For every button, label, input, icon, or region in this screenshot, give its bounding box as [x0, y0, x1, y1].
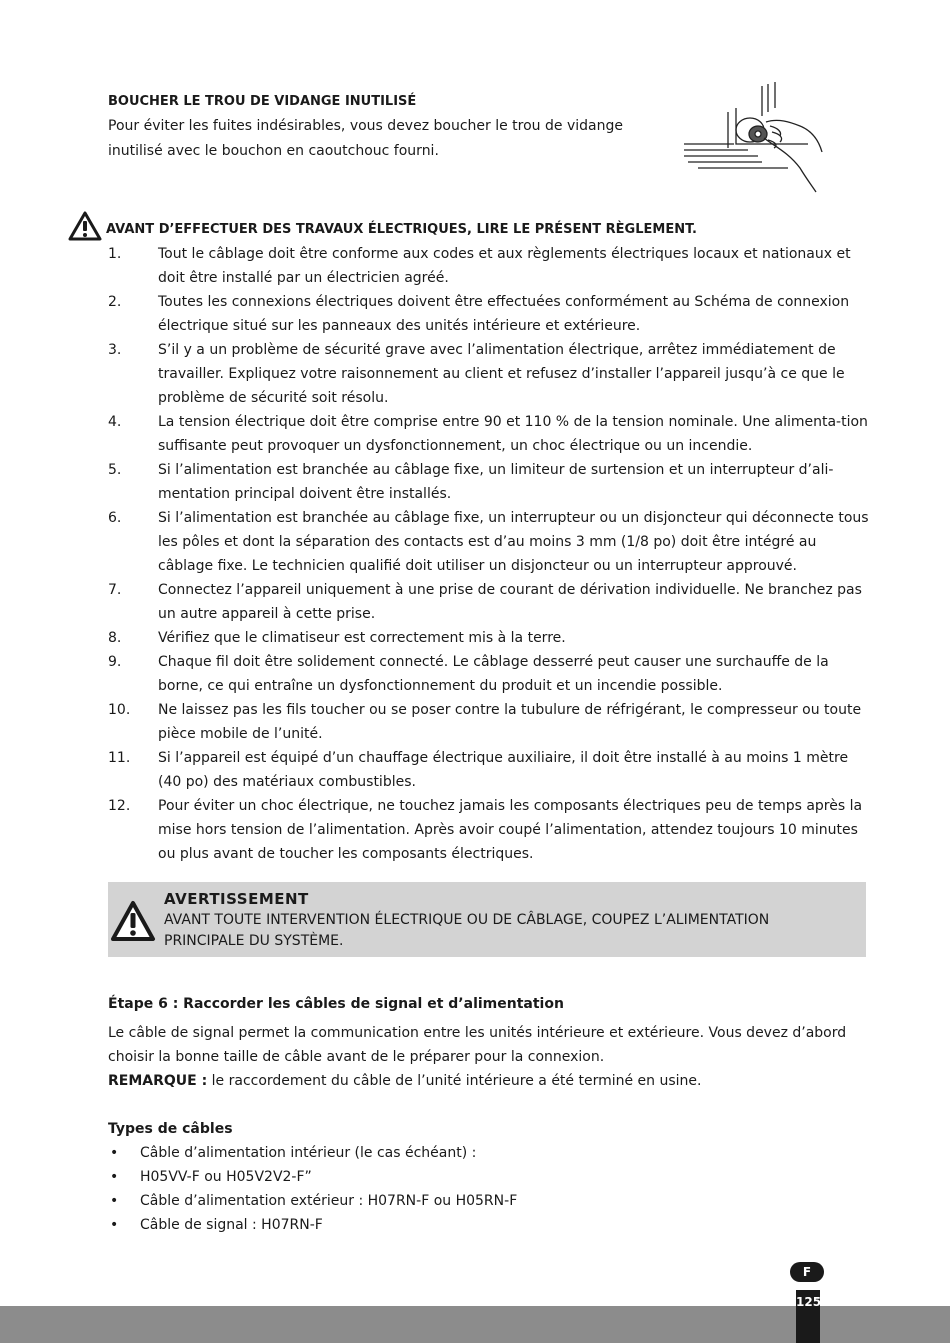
bullet: •	[110, 1145, 119, 1161]
list-item	[108, 242, 870, 290]
rule-text: La tension électrique doit être comprise entre 90 et 110 % de la tension nominale. Une alimenta-tion suffisante peut provoquer un dysfonctionnement, un choc électrique ou un incendie.	[158, 414, 868, 454]
drain-plug-illustration	[678, 82, 833, 194]
step-6-note	[108, 1069, 868, 1093]
rule-number: 7.	[108, 582, 122, 598]
rule-text: Toutes les connexions électriques doivent être effectuées conformément au Schéma de connexion électrique situé sur les panneaux des unités intérieure et extérieure.	[158, 294, 850, 334]
list-item	[108, 1189, 517, 1213]
list-item	[108, 506, 870, 578]
cable-type-text: Câble d’alimentation intérieur (le cas échéant) :	[140, 1145, 477, 1161]
rule-text: Si l’alimentation est branchée au câblage fixe, un limiteur de surtension et un interrupteur d’ali-mentation principal doivent être installés.	[158, 462, 834, 502]
list-item	[108, 794, 870, 866]
language-badge: F	[790, 1262, 824, 1282]
list-item	[108, 338, 870, 410]
warning-triangle-icon	[110, 900, 156, 942]
warning-box	[108, 882, 866, 957]
bullet: •	[110, 1193, 119, 1209]
rule-text: Connectez l’appareil uniquement à une prise de courant de dérivation individuelle. Ne branchez pas un autre appareil à cette prise.	[158, 582, 862, 622]
step-6-title: Étape 6 : Raccorder les câbles de signal et d’alimentation	[108, 996, 564, 1012]
rule-number: 9.	[108, 654, 122, 670]
step-6-body	[108, 1021, 868, 1093]
rule-text: Vérifiez que le climatiseur est correctement mis à la terre.	[158, 630, 566, 646]
rule-number: 6.	[108, 510, 122, 526]
rule-text: Si l’alimentation est branchée au câblage fixe, un interrupteur ou un disjoncteur qui déconnecte tous les pôles et dont la séparation des contacts est d’au moins 3 mm (1/8 po) doit être intégré au câblage fixe. Le technicien qualifié doit utiliser un disjoncteur ou un interrupteur approuvé.	[158, 510, 869, 574]
cable-type-text: H05VV-F ou H05V2V2-F”	[140, 1169, 312, 1185]
list-item	[108, 290, 870, 338]
rule-number: 5.	[108, 462, 122, 478]
list-item	[108, 1213, 517, 1237]
rule-number: 11.	[108, 750, 131, 766]
rule-text: Si l’appareil est équipé d’un chauffage électrique auxiliaire, il doit être installé à au moins 1 mètre (40 po) des matériaux combustibles.	[158, 750, 849, 790]
bullet: •	[110, 1169, 119, 1185]
rule-number: 1.	[108, 246, 122, 262]
list-item	[108, 626, 870, 650]
drain-section-title: BOUCHER LE TROU DE VIDANGE INUTILISÉ	[108, 94, 417, 109]
rule-text: Chaque fil doit être solidement connecté. Le câblage desserré peut causer une surchauffe de la borne, ce qui entraîne un dysfonctionnement du produit et un incendie possible.	[158, 654, 829, 694]
cable-type-text: Câble d’alimentation extérieur : H07RN-F ou H05RN-F	[140, 1193, 518, 1209]
rule-number: 2.	[108, 294, 122, 310]
rule-text: Tout le câblage doit être conforme aux codes et aux règlements électriques locaux et nationaux et doit être installé par un électricien agréé.	[158, 246, 851, 286]
rule-text: Ne laissez pas les fils toucher ou se poser contre la tubulure de réfrigérant, le compresseur ou toute pièce mobile de l’unité.	[158, 702, 862, 742]
page-number: 125	[796, 1290, 820, 1343]
list-item	[108, 746, 870, 794]
drain-section-text: Pour éviter les fuites indésirables, vous devez boucher le trou de vidange inutilisé avec le bouchon en caoutchouc fourni.	[108, 118, 623, 159]
warning-text: AVANT TOUTE INTERVENTION ÉLECTRIQUE OU DE CÂBLAGE, COUPEZ L’ALIMENTATION PRINCIPALE DU SYSTÈME.	[164, 912, 770, 949]
list-item	[108, 1165, 517, 1189]
list-item	[108, 410, 870, 458]
list-item	[108, 1141, 517, 1165]
rule-number: 12.	[108, 798, 131, 814]
rule-number: 8.	[108, 630, 122, 646]
bullet: •	[110, 1217, 119, 1233]
list-item	[108, 650, 870, 698]
list-item	[108, 698, 870, 746]
note-text: le raccordement du câble de l’unité intérieure a été terminé en usine.	[207, 1073, 702, 1089]
warning-triangle-icon	[68, 211, 102, 241]
step-6-text: Le câble de signal permet la communication entre les unités intérieure et extérieure. Vous devez d’abord choisir la bonne taille de câble avant de le préparer pour la connexion.	[108, 1025, 847, 1065]
rule-text: S’il y a un problème de sécurité grave avec l’alimentation électrique, arrêtez immédiatement de travailler. Expliquez votre raisonnement au client et refusez d’installer l’appareil jusqu’à ce que le problème de sécurité soit résolu.	[158, 342, 845, 406]
electrical-rules-list	[108, 242, 870, 866]
cable-types-list	[108, 1141, 517, 1237]
rule-number: 4.	[108, 414, 122, 430]
warning-title: AVERTISSEMENT	[164, 890, 309, 908]
cable-type-text: Câble de signal : H07RN-F	[140, 1217, 323, 1233]
rule-text: Pour éviter un choc électrique, ne touchez jamais les composants électriques peu de temps après la mise hors tension de l’alimentation. Après avoir coupé l’alimentation, attendez toujours 10 minutes ou plus avant de toucher les composants électriques.	[158, 798, 863, 862]
electrical-rules-heading: AVANT D’EFFECTUER DES TRAVAUX ÉLECTRIQUES, LIRE LE PRÉSENT RÈGLEMENT.	[106, 222, 697, 237]
list-item	[108, 578, 870, 626]
rule-number: 3.	[108, 342, 122, 358]
rule-number: 10.	[108, 702, 131, 718]
list-item	[108, 458, 870, 506]
note-label: REMARQUE :	[108, 1073, 208, 1089]
cable-types-title: Types de câbles	[108, 1121, 233, 1137]
